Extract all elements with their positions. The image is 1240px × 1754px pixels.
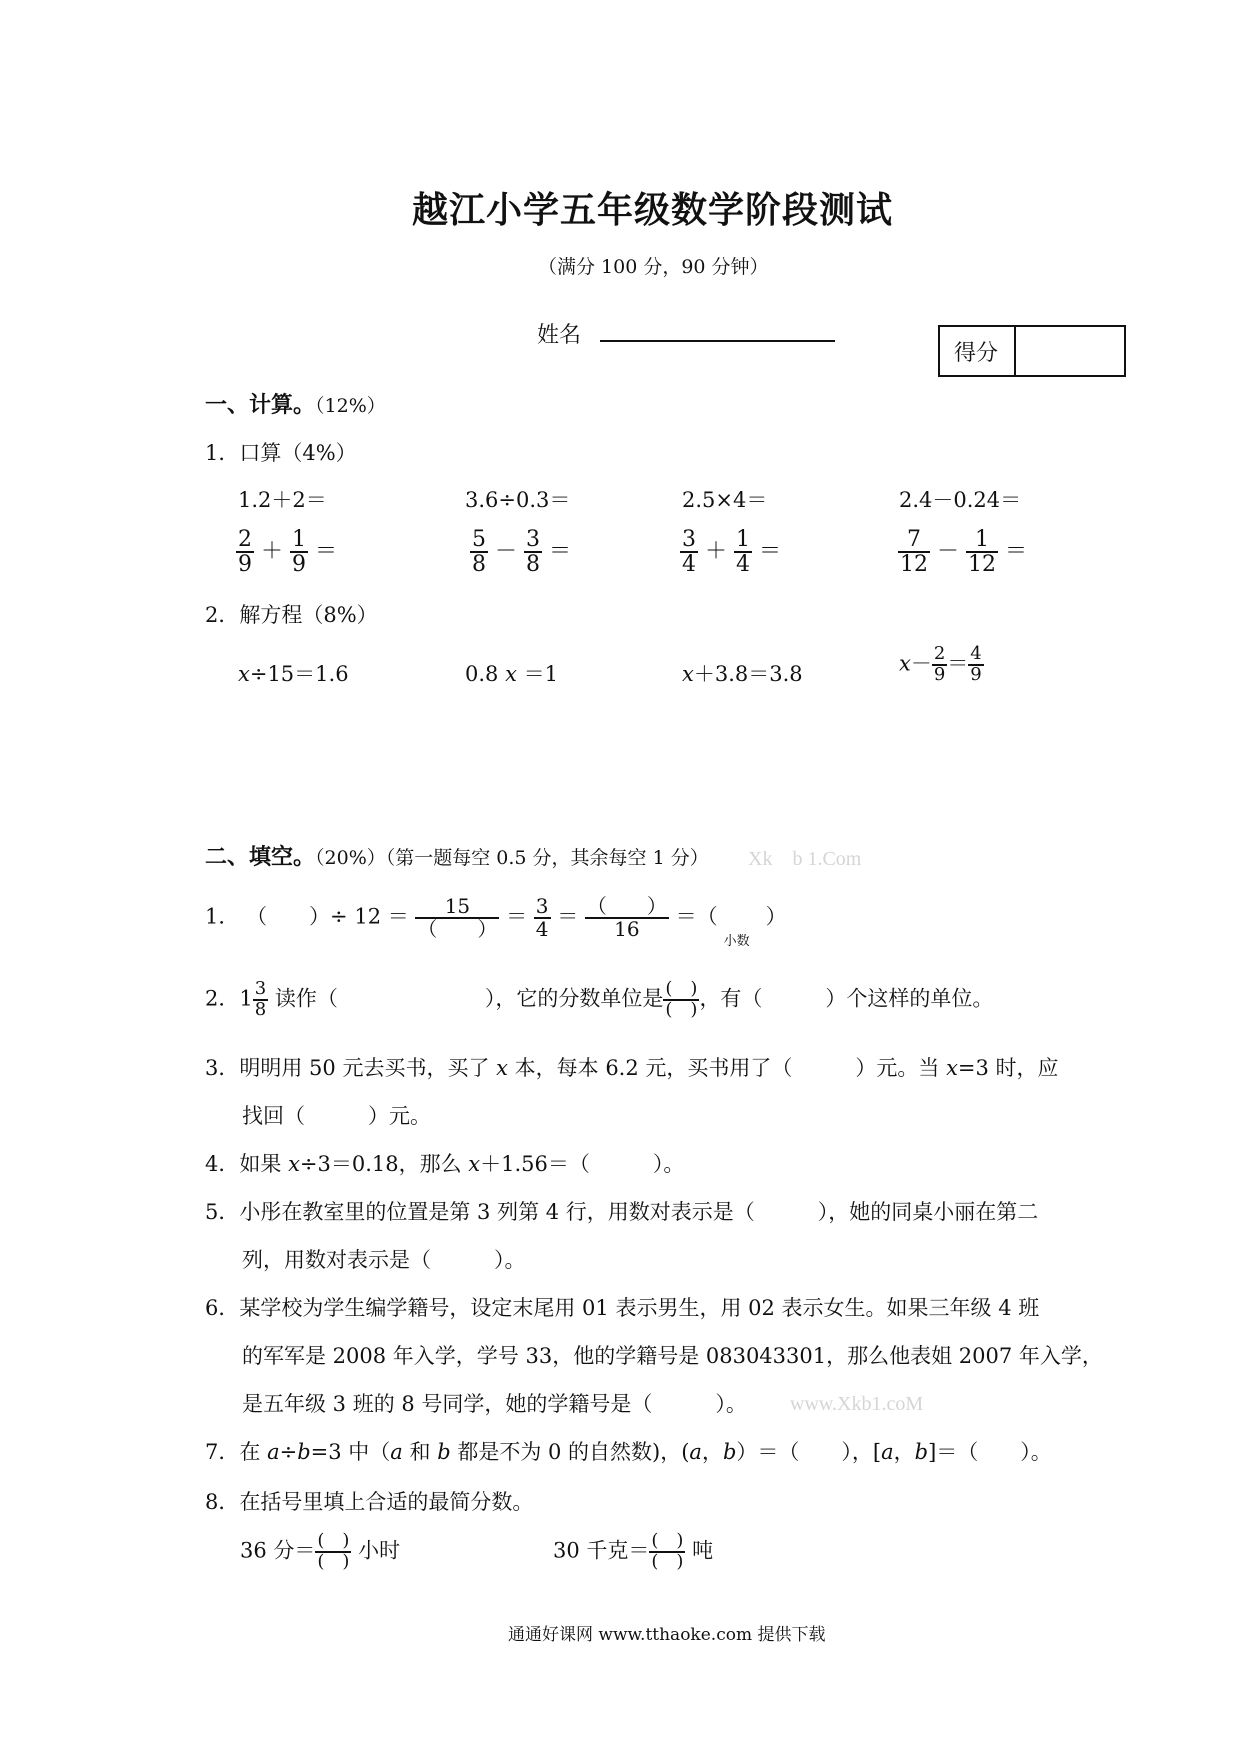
equals: ＝ bbox=[549, 539, 572, 565]
fraction-blank[interactable]: $\frac{( )}{( )}$ bbox=[651, 1530, 684, 1572]
operator: － bbox=[910, 651, 932, 676]
equals: ＝ bbox=[759, 539, 782, 565]
question-number: 4． bbox=[205, 1152, 240, 1176]
variable: b bbox=[722, 1440, 737, 1464]
equals: ＝ bbox=[1005, 539, 1028, 565]
equation-text: ÷15＝1.6 bbox=[249, 662, 349, 686]
section2-title: 二、填空。 bbox=[205, 844, 316, 870]
q8-text: 吨 bbox=[685, 1538, 714, 1563]
fill-q7 bbox=[205, 1436, 1052, 1466]
fill-q1 bbox=[205, 894, 787, 949]
q7-text: ， bbox=[893, 1440, 915, 1464]
q3-text: =3 时，应 bbox=[957, 1056, 1059, 1080]
variable: x bbox=[505, 662, 517, 686]
fraction: $\frac{1}{12}$ bbox=[968, 527, 997, 578]
fraction: $\frac{7}{12}$ bbox=[900, 527, 928, 578]
q3-text: 明明用 50 元去买书，买了 bbox=[239, 1056, 497, 1080]
question-number: 5． bbox=[205, 1200, 240, 1224]
section1-percent: （12%） bbox=[315, 395, 386, 417]
q7-text: 在 bbox=[239, 1440, 268, 1464]
equation-2 bbox=[465, 658, 558, 688]
variable: x bbox=[946, 1056, 958, 1080]
variable: x bbox=[496, 1056, 508, 1080]
q6-text: 某学校为学生编学籍号，设定末尾用 01 表示男生，用 02 表示女生。如果三年级 4 班 bbox=[239, 1296, 1040, 1320]
q7-text: ）＝（ ），[ bbox=[736, 1440, 882, 1464]
name-label: 姓名 bbox=[537, 323, 582, 348]
fill-q3-line2: 找回（ ）元。 bbox=[242, 1104, 431, 1128]
operator: ＋ bbox=[261, 539, 284, 565]
oral-item-3: 2.5×4＝ bbox=[682, 488, 768, 512]
q8-text: 36 分＝ bbox=[240, 1538, 316, 1563]
operator: － bbox=[495, 539, 518, 565]
variable: a bbox=[689, 1440, 702, 1464]
q8-text: 小时 bbox=[351, 1538, 401, 1563]
question-number: 7． bbox=[205, 1440, 240, 1464]
section2-note: （20%）（第一题每空 0.5 分，其余每空 1 分） bbox=[315, 847, 709, 869]
score-box bbox=[938, 325, 1126, 377]
q2-label: 2．解方程（8%） bbox=[205, 603, 378, 627]
frac-expr-3 bbox=[680, 528, 781, 576]
variable: b bbox=[914, 1440, 929, 1464]
fill-q6-line3: 是五年级 3 班的 8 号同学，她的学籍号是（ ）。 bbox=[242, 1392, 747, 1416]
q8-text: 30 千克＝ bbox=[553, 1538, 650, 1563]
paren: ） bbox=[765, 904, 787, 929]
fill-q8 bbox=[205, 1486, 533, 1516]
question-number: 1． bbox=[205, 904, 240, 929]
variable: a bbox=[881, 1440, 894, 1464]
page-subtitle: （满分 100 分，90 分钟） bbox=[538, 256, 769, 278]
variable: x bbox=[682, 662, 694, 686]
q1-label: 1．口算（4%） bbox=[205, 441, 357, 465]
score-label: 得分 bbox=[954, 341, 999, 366]
question-number: 6． bbox=[205, 1296, 240, 1320]
fraction: $\frac{3}{8}$ bbox=[254, 978, 267, 1020]
q4-text: ÷3＝0.18，那么 bbox=[299, 1152, 469, 1176]
fraction: $\frac{15}{( )}$ bbox=[417, 894, 498, 941]
fill-q6-line1 bbox=[205, 1292, 1039, 1322]
q7-text: 和 bbox=[402, 1440, 438, 1464]
q7-text: ]＝（ ）。 bbox=[928, 1440, 1052, 1464]
equals: ＝ bbox=[947, 651, 969, 676]
watermark-1: Xk b 1.Com bbox=[748, 848, 862, 870]
variable: a bbox=[267, 1440, 280, 1464]
fill-q5-line2: 列，用数对表示是（ ）。 bbox=[242, 1248, 526, 1272]
q5-text: 小彤在教室里的位置是第 3 列第 4 行，用数对表示是（ ），她的同桌小丽在第二 bbox=[239, 1200, 1039, 1224]
variable: x bbox=[238, 662, 250, 686]
q7-text: 都是不为 0 的自然数)，( bbox=[450, 1440, 690, 1464]
fraction: $\frac{2}{9}$ bbox=[933, 643, 946, 685]
variable: a bbox=[390, 1440, 403, 1464]
variable: x bbox=[468, 1152, 481, 1176]
q3-text: 本，每本 6.2 元，买书用了（ ）元。当 bbox=[507, 1056, 947, 1080]
equation-1 bbox=[238, 658, 349, 688]
page-title: 越江小学五年级数学阶段测试 bbox=[412, 189, 894, 231]
question-number: 8． bbox=[205, 1490, 240, 1514]
fraction: $\frac{4}{9}$ bbox=[970, 643, 982, 685]
frac-expr-2 bbox=[470, 528, 571, 576]
frac-expr-1 bbox=[236, 528, 337, 576]
oral-item-1: 1.2＋2＝ bbox=[238, 488, 327, 512]
section1-heading bbox=[205, 388, 386, 419]
q2-text: 读作（ ），它的分数单位是 bbox=[268, 986, 664, 1011]
fill-q5-line1 bbox=[205, 1196, 1038, 1226]
fraction: $\frac{1}{9}$ bbox=[292, 527, 307, 578]
fraction: $\frac{3}{8}$ bbox=[526, 527, 541, 578]
fraction: $\frac{3}{4}$ bbox=[682, 527, 696, 578]
name-input-line[interactable] bbox=[600, 340, 835, 342]
oral-item-4: 2.4－0.24＝ bbox=[899, 488, 1022, 512]
equals: ＝ bbox=[557, 904, 579, 929]
fraction: $\frac{3}{4}$ bbox=[535, 894, 549, 941]
q1-part: （ ）÷ 12 ＝ bbox=[246, 904, 409, 929]
fraction-unit-blank[interactable]: $\frac{( )}{( )}$ bbox=[665, 978, 698, 1020]
q4-text: ＋1.56＝（ ）。 bbox=[480, 1152, 685, 1176]
q2-text: ，有（ ）个这样的单位。 bbox=[699, 986, 994, 1011]
q7-text: ， bbox=[701, 1440, 723, 1464]
section2-heading bbox=[205, 840, 709, 871]
section1-title: 一、计算。 bbox=[205, 392, 316, 418]
equation-text: ＝1 bbox=[516, 662, 558, 686]
fraction-blank[interactable]: $\frac{( )}{( )}$ bbox=[317, 1530, 350, 1572]
fraction: $\frac{5}{8}$ bbox=[472, 527, 486, 578]
variable: x bbox=[288, 1152, 300, 1176]
fraction: $\frac{( )}{16}$ bbox=[586, 894, 667, 941]
variable: b bbox=[297, 1440, 311, 1464]
question-number: 3． bbox=[205, 1056, 240, 1080]
equation-3 bbox=[682, 658, 803, 688]
fill-q4 bbox=[205, 1148, 684, 1178]
equals: ＝（ bbox=[675, 904, 718, 929]
decimal-hint: 小数 bbox=[723, 934, 750, 949]
footer-text: 通通好课网 www.tthaoke.com 提供下载 bbox=[508, 1625, 826, 1645]
equals: ＝ bbox=[506, 904, 528, 929]
fill-q2 bbox=[205, 980, 993, 1020]
variable: x bbox=[899, 651, 911, 676]
question-number: 2． bbox=[205, 986, 240, 1011]
frac-expr-4 bbox=[898, 528, 1027, 576]
fraction: $\frac{1}{4}$ bbox=[736, 527, 751, 578]
q7-text: =3 中（ bbox=[310, 1440, 391, 1464]
q8-conversion-left bbox=[240, 1532, 400, 1572]
watermark-2: www.Xkb1.coM bbox=[790, 1393, 924, 1415]
equation-4 bbox=[899, 645, 984, 685]
q7-text: ÷ bbox=[279, 1440, 298, 1464]
oral-item-2: 3.6÷0.3＝ bbox=[465, 488, 571, 512]
equation-text: 0.8 bbox=[465, 662, 499, 686]
fill-q3-line1 bbox=[205, 1052, 1059, 1082]
fraction: $\frac{2}{9}$ bbox=[238, 527, 252, 578]
operator: ＋ bbox=[705, 539, 728, 565]
operator: － bbox=[937, 539, 960, 565]
q4-text: 如果 bbox=[239, 1152, 289, 1176]
equation-text: ＋3.8＝3.8 bbox=[693, 662, 803, 686]
fill-q6-line2: 的军军是 2008 年入学，学号 33，他的学籍号是 083043301，那么他表姐 2007 年入学， bbox=[242, 1344, 1103, 1368]
q8-conversion-right bbox=[553, 1532, 713, 1572]
score-box-divider bbox=[1014, 327, 1016, 375]
equals: ＝ bbox=[315, 539, 338, 565]
variable: b bbox=[437, 1440, 451, 1464]
mixed-whole: 1 bbox=[239, 986, 253, 1011]
q8-text: 在括号里填上合适的最简分数。 bbox=[239, 1490, 534, 1514]
